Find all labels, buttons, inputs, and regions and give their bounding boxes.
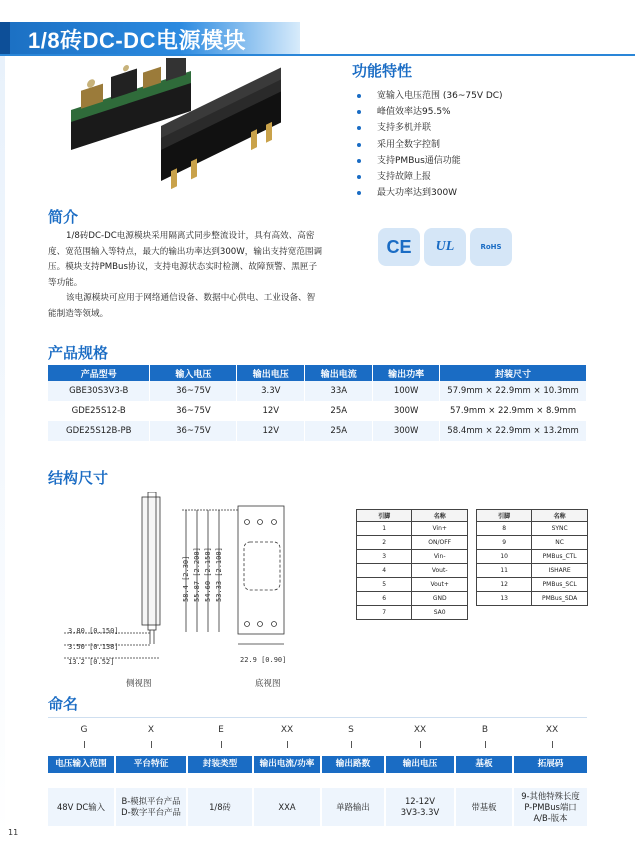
pin-name: PMBus_CTL (532, 550, 588, 564)
naming-header: 输出电压 (386, 756, 454, 773)
pin-name: Vin+ (412, 522, 468, 536)
spec-col-header: 输入电压 (150, 365, 237, 381)
dim-label: 22.9 [0.90] (240, 656, 287, 664)
pin-number: 12 (477, 578, 532, 592)
feature-item: 采用全数字控制 (355, 137, 503, 153)
table-row (357, 536, 468, 550)
naming-value: 带基板 (456, 788, 512, 826)
pin-header: 引脚 (357, 510, 412, 522)
feature-item: 最大功率达到300W (355, 185, 503, 201)
table-row (48, 421, 587, 441)
spec-cell: 36~75V (150, 401, 237, 421)
pin-header: 名称 (532, 510, 588, 522)
page-number: 11 (8, 828, 19, 837)
naming-tick (351, 741, 352, 748)
dim-label: 58.4 [2.30] (182, 555, 190, 602)
naming-value: 1/8砖 (188, 788, 252, 826)
spec-col-header: 输出功率 (373, 365, 440, 381)
dim-label: 3.80 [0.150] (68, 627, 119, 635)
intro-paragraph: 1/8砖DC-DC电源模块采用隔离式同步整流设计，具有高效、高密度、宽范围输入等特点，最大的输出功率达到300W，输出支持宽范围调压。模块支持PMBus协议，支持电源状态实时检测、故障预警、黑匣子等功能。 (48, 231, 323, 288)
naming-code: XX (545, 725, 559, 735)
naming-header: 电压输入范围 (48, 756, 114, 773)
spec-cell: 300W (373, 421, 440, 441)
pin-number: 1 (357, 522, 412, 536)
table-row (477, 564, 588, 578)
spec-col-header: 产品型号 (48, 365, 150, 381)
naming-divider (48, 717, 587, 718)
table-row (357, 606, 468, 620)
spec-cell: 58.4mm × 22.9mm × 13.2mm (440, 421, 587, 441)
naming-tick (287, 741, 288, 748)
pin-number: 6 (357, 592, 412, 606)
feature-item: 支持多机并联 (355, 120, 503, 136)
pin-name: Vin- (412, 550, 468, 564)
ul-icon: UL (424, 228, 466, 266)
naming-tick (485, 741, 486, 748)
spec-cell: 100W (373, 381, 440, 401)
title-accent (0, 22, 10, 56)
naming-header: 输出电流/功率 (254, 756, 320, 773)
dim-label: 54.60 [2.150] (204, 547, 212, 602)
spec-cell: 36~75V (150, 381, 237, 401)
naming-value: XXA (254, 788, 320, 826)
naming-value: 单路输出 (322, 788, 384, 826)
pin-number: 4 (357, 564, 412, 578)
naming-tick (221, 741, 222, 748)
pin-header: 名称 (412, 510, 468, 522)
naming-code: B (481, 725, 489, 735)
pin-number: 5 (357, 578, 412, 592)
title-bar (0, 22, 635, 56)
pin-table-left (356, 509, 468, 620)
naming-code: E (218, 725, 224, 735)
table-row (357, 522, 468, 536)
spec-cell: 12V (237, 401, 305, 421)
spec-cell: 57.9mm × 22.9mm × 8.9mm (440, 401, 587, 421)
table-row (357, 578, 468, 592)
spec-cell: GBE30S3V3-B (48, 381, 150, 401)
pin-name: GND (412, 592, 468, 606)
pin-header: 引脚 (477, 510, 532, 522)
dimension-drawing (64, 492, 296, 667)
pin-name: Vout+ (412, 578, 468, 592)
table-row (357, 592, 468, 606)
table-row (477, 536, 588, 550)
naming-value: 48V DC输入 (48, 788, 114, 826)
naming-header: 封装类型 (188, 756, 252, 773)
left-strip (0, 56, 5, 841)
spec-col-header: 封装尺寸 (440, 365, 587, 381)
naming-header: 拓展码 (514, 756, 587, 773)
naming-value: B-模拟平台产品 D-数字平台产品 (116, 788, 186, 826)
spec-table (48, 365, 587, 441)
pin-table-right (476, 509, 588, 606)
pin-number: 11 (477, 564, 532, 578)
spec-cell: 57.9mm × 22.9mm × 10.3mm (440, 381, 587, 401)
features-heading: 功能特性 (352, 63, 413, 80)
pin-number: 13 (477, 592, 532, 606)
product-photo (66, 58, 296, 198)
dim-label: 55.87 [2.200] (193, 547, 201, 602)
pin-number: 8 (477, 522, 532, 536)
naming-heading: 命名 (48, 696, 79, 713)
naming-tick (552, 741, 553, 748)
naming-value: 9-其他特殊长度 P-PMBus端口 A/B-版本 (514, 788, 587, 826)
spec-col-header: 输出电流 (305, 365, 373, 381)
feature-item: 支持PMBus通信功能 (355, 153, 503, 169)
intro-paragraph: 该电源模块可应用于网络通信设备、数据中心供电、工业设备、智能制造等领域。 (48, 293, 316, 319)
side-view-caption: 侧视图 (126, 679, 152, 689)
rohs-icon: RoHS (470, 228, 512, 266)
naming-header: 基板 (456, 756, 512, 773)
table-row (48, 381, 587, 401)
dim-label: 3.50 [0.138] (68, 643, 119, 651)
pin-name: SA0 (412, 606, 468, 620)
spec-cell: GDE25S12-B (48, 401, 150, 421)
pin-name: ISHARE (532, 564, 588, 578)
pin-name: PMBus_SDA (532, 592, 588, 606)
table-row (357, 550, 468, 564)
pin-name: Vout- (412, 564, 468, 578)
table-row (477, 522, 588, 536)
naming-value: 12-12V 3V3-3.3V (386, 788, 454, 826)
intro-body (48, 229, 323, 323)
features-list (355, 88, 503, 201)
pin-name: SYNC (532, 522, 588, 536)
page-title: 1/8砖DC-DC电源模块 (28, 28, 246, 53)
table-row (357, 564, 468, 578)
naming-header: 输出路数 (322, 756, 384, 773)
pin-number: 10 (477, 550, 532, 564)
pin-number: 7 (357, 606, 412, 620)
spec-cell: 12V (237, 421, 305, 441)
intro-heading: 简介 (48, 209, 79, 226)
naming-tick (420, 741, 421, 748)
naming-code: G (80, 725, 88, 735)
bottom-view-caption: 底视图 (255, 679, 281, 689)
table-row (477, 550, 588, 564)
feature-item: 峰值效率达95.5% (355, 104, 503, 120)
spec-cell: 25A (305, 421, 373, 441)
spec-col-header: 输出电压 (237, 365, 305, 381)
spec-cell: 25A (305, 401, 373, 421)
table-row (477, 578, 588, 592)
spec-cell: 36~75V (150, 421, 237, 441)
spec-cell: GDE25S12B-PB (48, 421, 150, 441)
structure-heading: 结构尺寸 (48, 470, 109, 487)
spec-cell: 300W (373, 401, 440, 421)
feature-item: 支持故障上报 (355, 169, 503, 185)
spec-cell: 3.3V (237, 381, 305, 401)
pin-name: PMBus_SCL (532, 578, 588, 592)
pin-number: 2 (357, 536, 412, 550)
naming-header: 平台特征 (116, 756, 186, 773)
ce-icon: CE (378, 228, 420, 266)
naming-code: XX (413, 725, 427, 735)
naming-code: X (147, 725, 155, 735)
feature-item: 宽输入电压范围 (36~75V DC) (355, 88, 503, 104)
naming-code: XX (280, 725, 294, 735)
pin-name: ON/OFF (412, 536, 468, 550)
pin-number: 9 (477, 536, 532, 550)
spec-cell: 33A (305, 381, 373, 401)
pin-number: 3 (357, 550, 412, 564)
table-row (48, 401, 587, 421)
pin-name: NC (532, 536, 588, 550)
dim-label: 53.33 [2.100] (215, 547, 223, 602)
naming-tick (151, 741, 152, 748)
naming-code: S (348, 725, 354, 735)
spec-heading: 产品规格 (48, 345, 109, 362)
dim-label: 13.2 [0.52] (68, 658, 115, 666)
table-row (477, 592, 588, 606)
naming-tick (84, 741, 85, 748)
